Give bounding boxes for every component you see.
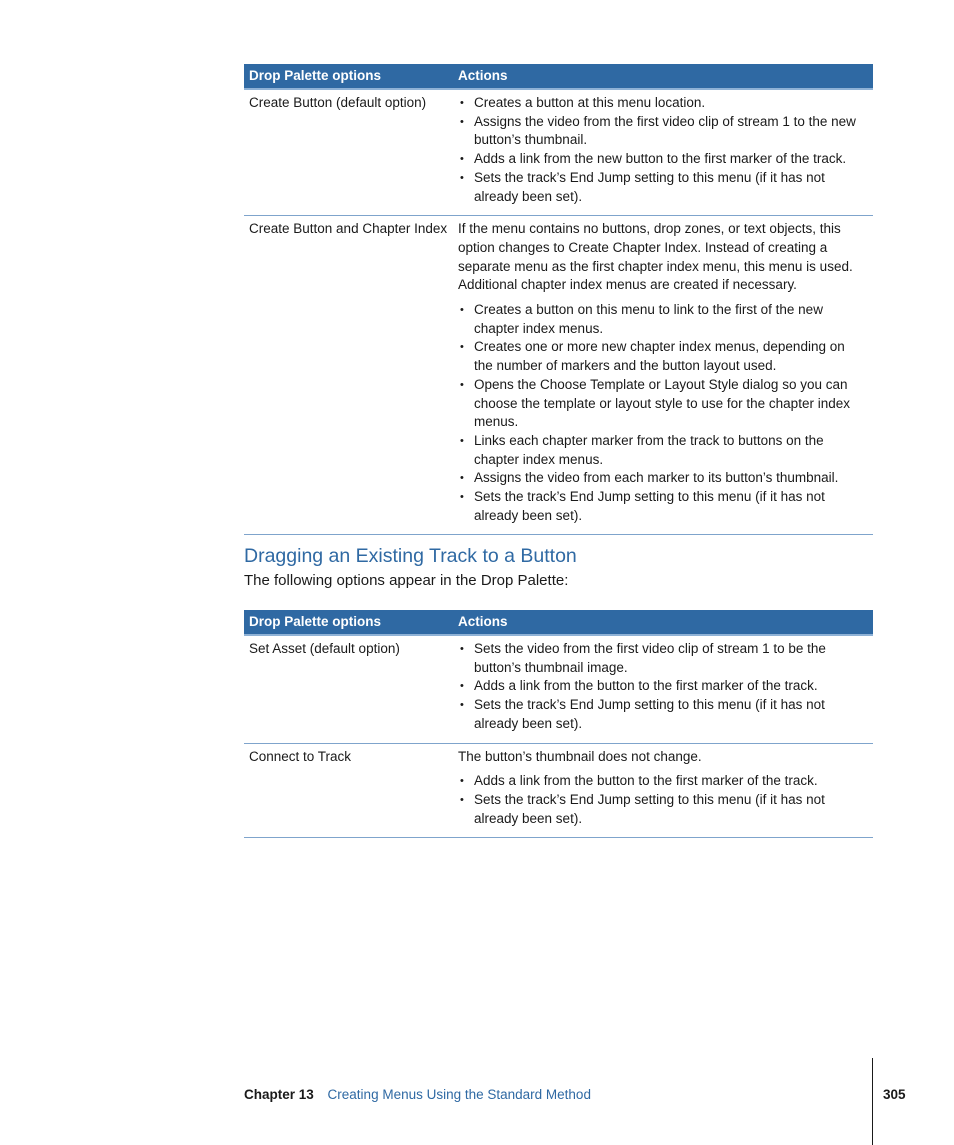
list-item: • Sets the track’s End Jump setting to this menu (if it has not already been set). xyxy=(458,696,865,733)
chapter-label: Chapter 13 xyxy=(244,1087,314,1102)
table-header xyxy=(244,610,873,636)
section-intro: The following options appear in the Drop Palette: xyxy=(244,572,569,589)
list-item: • Links each chapter marker from the track to buttons on the chapter index menus. xyxy=(458,432,865,469)
list-item: • Sets the video from the first video clip of stream 1 to be the button’s thumbnail image. xyxy=(458,640,865,677)
chapter-title: Creating Menus Using the Standard Method xyxy=(327,1087,591,1102)
header-actions: Actions xyxy=(458,68,508,83)
header-options: Drop Palette options xyxy=(249,68,382,83)
table-row xyxy=(244,90,873,216)
actions-cell xyxy=(454,744,873,838)
table-header xyxy=(244,64,873,90)
list-item: • Creates one or more new chapter index menus, depending on the number of markers and the button layout used. xyxy=(458,338,865,375)
actions-list xyxy=(458,772,865,828)
list-item: • Assigns the video from the first video clip of stream 1 to the new button’s thumbnail. xyxy=(458,113,865,150)
list-item: • Sets the track’s End Jump setting to this menu (if it has not already been set). xyxy=(458,169,865,206)
option-name: Connect to Track xyxy=(249,748,352,764)
section-heading: Dragging an Existing Track to a Button xyxy=(244,545,577,567)
option-name: Create Button and Chapter Index xyxy=(249,221,448,237)
list-item: • Assigns the video from each marker to its button’s thumbnail. xyxy=(458,469,865,488)
actions-list xyxy=(458,94,865,206)
table-row xyxy=(244,744,873,839)
list-item: • Creates a button at this menu location. xyxy=(458,94,865,113)
list-item: • Sets the track’s End Jump setting to this menu (if it has not already been set). xyxy=(458,488,865,525)
actions-cell xyxy=(454,90,873,215)
list-item: • Adds a link from the new button to the first marker of the track. xyxy=(458,150,865,169)
list-item: • Sets the track’s End Jump setting to this menu (if it has not already been set). xyxy=(458,791,865,828)
table-row xyxy=(244,216,873,535)
list-item: • Creates a button on this menu to link to the first of the new chapter index menus. xyxy=(458,301,865,338)
table-drop-palette-2 xyxy=(244,610,873,838)
actions-list xyxy=(458,301,865,525)
actions-intro: The button’s thumbnail does not change. xyxy=(458,748,702,764)
option-name: Set Asset (default option) xyxy=(249,641,400,656)
table-drop-palette-1 xyxy=(244,64,873,535)
list-item: • Adds a link from the button to the first marker of the track. xyxy=(458,772,865,791)
list-item: • Opens the Choose Template or Layout Style dialog so you can choose the template or layout style to use for the chapter index menus. xyxy=(458,376,865,432)
actions-cell xyxy=(454,216,873,534)
option-name: Create Button (default option) xyxy=(249,95,427,110)
page-footer xyxy=(244,1087,591,1102)
table-row xyxy=(244,636,873,744)
footer-divider xyxy=(872,1058,873,1145)
header-options: Drop Palette options xyxy=(249,614,382,629)
header-actions: Actions xyxy=(458,614,508,629)
page-number: 305 xyxy=(883,1087,906,1102)
list-item: • Adds a link from the button to the first marker of the track. xyxy=(458,677,865,696)
actions-cell xyxy=(454,636,873,743)
actions-list xyxy=(458,640,865,734)
actions-intro: If the menu contains no buttons, drop zones, or text objects, this option changes to Create Chapter Index. Instead of creating a separate menu as the first chapter index menu, this menu is used. Additional chapter index menus are created if necessary. xyxy=(458,221,853,293)
